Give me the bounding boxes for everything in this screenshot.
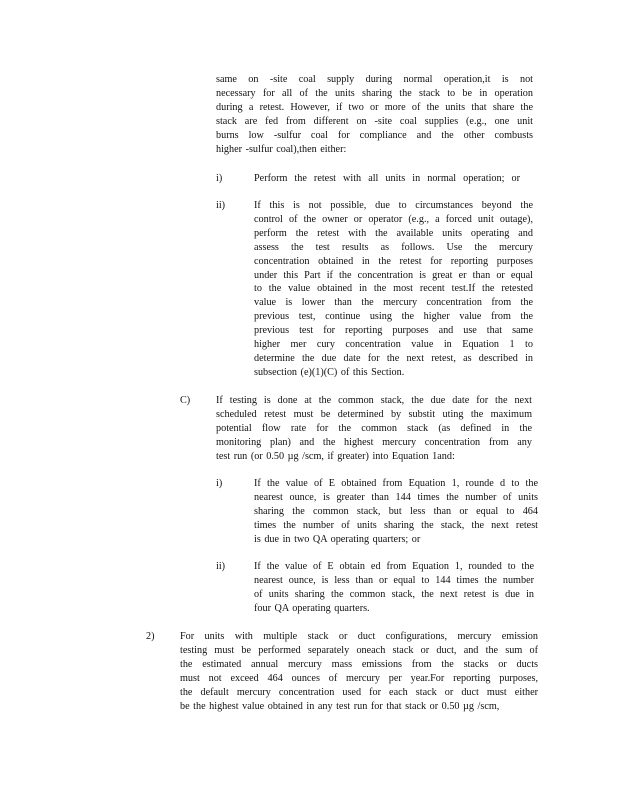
item-line: If the value of E obtain ed from Equation 1, rounded to the	[254, 561, 534, 572]
item-line: perform the retest with the available units operating and	[254, 227, 533, 239]
item-ii-1-text	[254, 199, 533, 380]
item-c-text	[216, 394, 532, 464]
item-line: value is lower than the mercury concentration from the	[254, 297, 533, 309]
item-line: is due in two QA operating quarters; or	[254, 533, 421, 545]
item-line: under this Part if the concentration is great er than or equal	[254, 269, 533, 281]
item-line: nearest ounce, is greater than 144 times the number of units	[254, 491, 538, 503]
item-i-1-text	[254, 172, 520, 186]
item-line: assess the test results as follows. Use the mercury	[254, 241, 533, 253]
item-line: testing must be performed separately oneach stack or duct, and the sum of	[180, 644, 538, 656]
item-ii-2-marker: ii)	[216, 561, 226, 572]
item-2-text	[180, 630, 538, 713]
intro-line: burns low -sulfur coal for compliance and the other combusts	[216, 129, 533, 141]
item-line: control of the owner or operator (e.g., a forced unit outage),	[254, 213, 533, 225]
item-line: subsection (e)(1)(C) of this Section.	[254, 366, 405, 378]
item-line: concentration obtained in the retest for reporting purposes	[254, 255, 533, 267]
item-c-marker: C)	[180, 395, 191, 406]
item-line: For units with multiple stack or duct configurations, mercury emission	[180, 631, 538, 642]
item-line: previous test, continue using the higher value from the	[254, 311, 533, 323]
item-line: potential flow rate for the common stack (as defined in the	[216, 422, 532, 434]
item-line: If this is not possible, due to circumstances beyond the	[254, 200, 533, 211]
item-line: nearest ounce, is less than or equal to 144 times the number	[254, 574, 534, 586]
item-line: Perform the retest with all units in normal operation; or	[254, 173, 520, 184]
item-line: monitoring plan) and the highest mercury concentration from any	[216, 436, 532, 448]
item-i-2-text	[254, 477, 538, 547]
item-line: previous test for reporting purposes and use that same	[254, 325, 533, 337]
intro-line: stack are fed from different on -site coal supplies (e.g., one unit	[216, 115, 533, 127]
item-i-1-marker: i)	[216, 173, 223, 184]
item-line: be the highest value obtained in any test run for that stack or 0.50 µg /scm,	[180, 700, 500, 712]
intro-line: same on -site coal supply during normal operation,it is not	[216, 74, 533, 85]
item-ii-1-marker: ii)	[216, 200, 226, 211]
item-line: times the number of units sharing the stack, the next retest	[254, 519, 538, 531]
item-line: sharing the common stack, but less than or equal to 464	[254, 505, 538, 517]
item-line: four QA operating quarters.	[254, 602, 370, 614]
item-ii-2-text	[254, 560, 534, 616]
item-line: higher mer cury concentration value in Equation 1 to	[254, 339, 533, 351]
intro-paragraph	[216, 73, 533, 156]
intro-line: higher -sulfur coal),then either:	[216, 143, 347, 155]
item-line: the default mercury concentration used for each stack or duct must either	[180, 686, 538, 698]
item-line: scheduled retest must be determined by substit uting the maximum	[216, 408, 532, 420]
item-line: determine the due date for the next retest, as described in	[254, 352, 533, 364]
item-i-2-marker: i)	[216, 478, 223, 489]
item-line: If testing is done at the common stack, the due date for the next	[216, 395, 532, 406]
item-line: of units sharing the common stack, the next retest is due in	[254, 588, 534, 600]
intro-line: during a retest. However, if two or more of the units that share the	[216, 101, 533, 113]
item-line: If the value of E obtained from Equation 1, rounde d to the	[254, 478, 538, 489]
intro-line: necessary for all of the units sharing the stack to be in operation	[216, 87, 533, 99]
item-line: must not exceed 464 ounces of mercury per year.For reporting purposes,	[180, 672, 538, 684]
item-2-marker: 2)	[146, 631, 155, 642]
item-line: test run (or 0.50 µg /scm, if greater) into Equation 1and:	[216, 450, 455, 462]
item-line: the estimated annual mercury mass emissions from the stacks or ducts	[180, 658, 538, 670]
item-line: to the value obtained in the most recent test.If the retested	[254, 283, 533, 295]
